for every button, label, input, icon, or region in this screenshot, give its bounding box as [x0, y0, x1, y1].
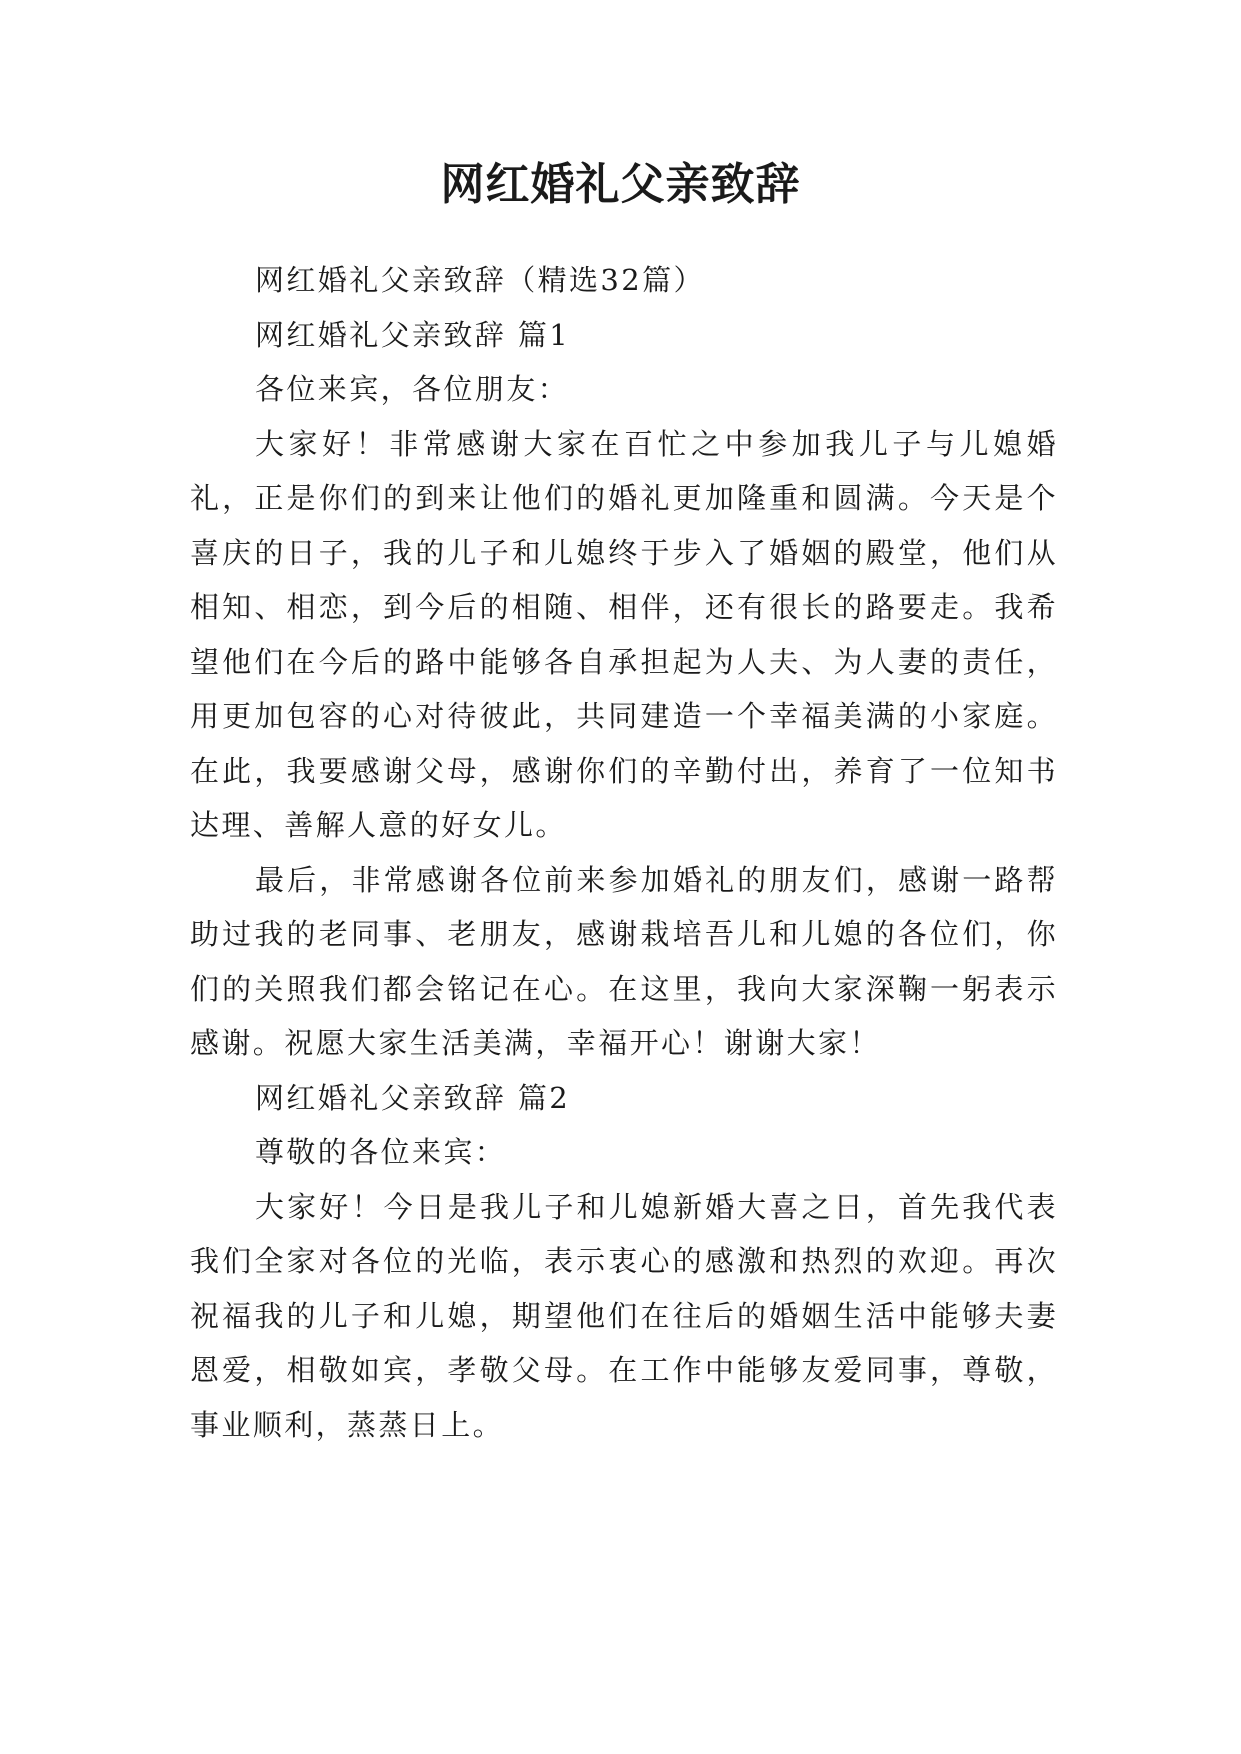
- body-paragraph: 大家好！非常感谢大家在百忙之中参加我儿子与儿媳婚礼，正是你们的到来让他们的婚礼更加隆重和圆满。今天是个喜庆的日子，我的儿子和儿媳终于步入了婚姻的殿堂，他们从相知、相恋，到今后的相随、相伴，还有很长的路要走。我希望他们在今后的路中能够各自承担起为人夫、为人妻的责任，用更加包容的心对待彼此，共同建造一个幸福美满的小家庭。在此，我要感谢父母，感谢你们的辛勤付出，养育了一位知书达理、善解人意的好女儿。: [190, 426, 1058, 842]
- document-body: [190, 253, 1058, 1452]
- document-title: 网红婚礼父亲致辞: [440, 159, 801, 210]
- section-heading-2: 网红婚礼父亲致辞 篇2: [255, 1080, 571, 1115]
- collection-heading: 网红婚礼父亲致辞（精选32篇）: [255, 263, 705, 297]
- salutation-2: 尊敬的各位来宾：: [255, 1135, 507, 1169]
- body-paragraph: 最后，非常感谢各位前来参加婚礼的朋友们，感谢一路帮助过我的老同事、老朋友，感谢栽培吾儿和儿媳的各位们，你们的关照我们都会铭记在心。在这里，我向大家深鞠一躬表示感谢。祝愿大家生活美满，幸福开心！谢谢大家！: [190, 862, 1058, 1060]
- body-paragraph: 大家好！今日是我儿子和儿媳新婚大喜之日，首先我代表我们全家对各位的光临，表示衷心的感激和热烈的欢迎。再次祝福我的儿子和儿媳，期望他们在往后的婚姻生活中能够夫妻恩爱，相敬如宾，孝敬父母。在工作中能够友爱同事，尊敬，事业顺利，蒸蒸日上。: [190, 1189, 1058, 1442]
- salutation-1: 各位来宾，各位朋友：: [255, 372, 570, 406]
- section-heading-1: 网红婚礼父亲致辞 篇1: [255, 317, 571, 352]
